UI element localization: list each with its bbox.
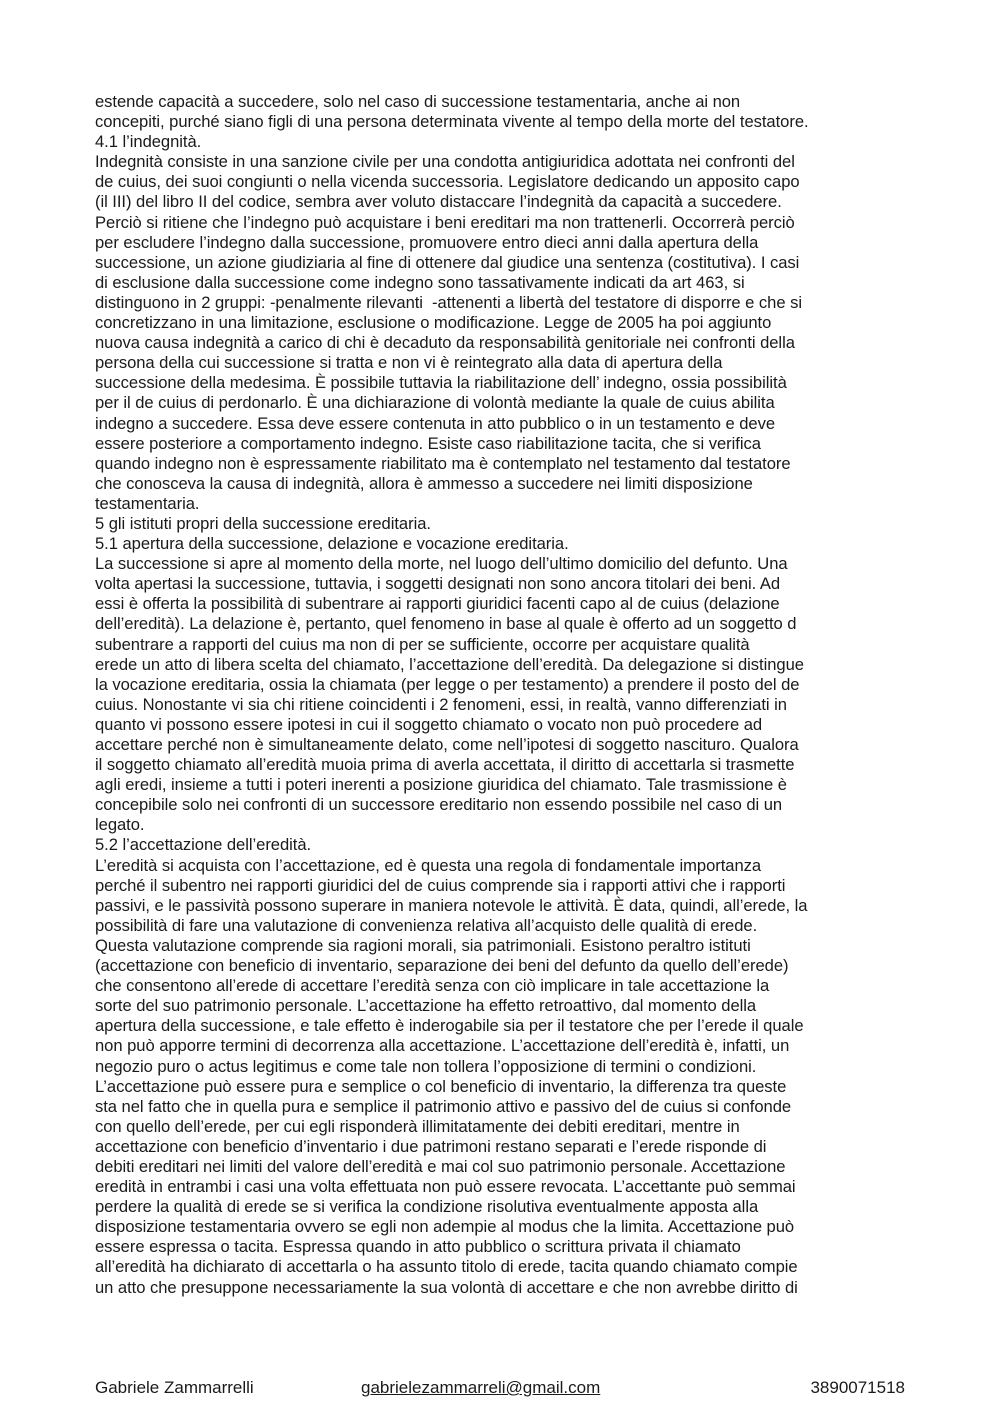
footer-phone-number: 3890071518 xyxy=(810,1378,905,1397)
footer-author-name: Gabriele Zammarrelli xyxy=(95,1378,254,1397)
page-footer xyxy=(0,1377,1000,1403)
document-body-text: estende capacità a succedere, solo nel caso di successione testamentaria, anche ai non concepiti, purché siano figli di una persona determinata vivente al tempo della morte del testatore. 4.1 l’indegnità. Indegnità consiste in una sanzione civile per una condotta antigiuridica adottata nei confronti del de cuius, dei suoi congiunti o nella vicenda successoria. Legislatore dedicando un apposito capo (il III) del libro II del codice, sembra aver voluto distaccare l’indegnità da capacità a succedere. Perciò si ritiene che l’indegno può acquistare i beni ereditari ma non trattenerli. Occorrerà perciò per escludere l’indegno dalla successione, promuovere entro dieci anni dalla apertura della successione, un azione giudiziaria al fine di ottenere dal giudice una sentenza (costitutiva). I casi di esclusione dalla successione come indegno sono tassativamente indicati da art 463, si distinguono in 2 gruppi: -penalmente rilevanti -attenenti a libertà del testatore di disporre e che si concretizzano in una limitazione, esclusione o modificazione. Legge de 2005 ha poi aggiunto nuova causa indegnità a carico di chi è decaduto da responsabilità genitoriale nei confronti della persona della cui successione si tratta e non vi è reintegrato alla data di apertura della successione della medesima. È possibile tuttavia la riabilitazione dell’ indegno, ossia possibilità per il de cuius di perdonarlo. È una dichiarazione di volontà mediante la quale de cuius abilita indegno a succedere. Essa deve essere contenuta in atto pubblico o in un testamento e deve essere posteriore a comportamento indegno. Esiste caso riabilitazione tacita, che si verifica quando indegno non è espressamente riabilitato ma è contemplato nel testamento dal testatore che conosceva la causa di indegnità, allora è ammesso a succedere nei limiti disposizione testamentaria. 5 gli istituti propri della successione ereditaria. 5.1 apertura della successione, delazione e vocazione ereditaria. La successione si apre al momento della morte, nel luogo dell’ultimo domicilio del defunto. Una volta apertasi la successione, tuttavia, i soggetti designati non sono ancora titolari dei beni. Ad essi è offerta la possibilità di subentrare ai rapporti giuridici facenti capo al de cuius (delazione dell’eredità). La delazione è, pertanto, quel fenomeno in base al quale è offerto ad un soggetto d subentrare a rapporti del cuius ma non di per se sufficiente, occorre per acquistare qualità erede un atto di libera scelta del chiamato, l’accettazione dell’eredità. Da delegazione si distingue la vocazione ereditaria, ossia la chiamata (per legge o per testamento) a prendere il posto del de cuius. Nonostante vi sia chi ritiene coincidenti i 2 fenomeni, essi, in realtà, vanno differenziati in quanto vi possono essere ipotesi in cui il soggetto chiamato o vocato non può procedere ad accettare perché non è simultaneamente delato, come nell’ipotesi di soggetto nascituro. Qualora il soggetto chiamato all’eredità muoia prima di averla accettata, il diritto di accettarla si trasmette agli eredi, insieme a tutti i poteri inerenti a posizione giuridica del chiamato. Tale trasmissione è concepibile solo nei confronti di un successore ereditario non essendo possibile nel caso di un legato. 5.2 l’accettazione dell’eredità. L’eredità si acquista con l’accettazione, ed è questa una regola di fondamentale importanza perché il subentro nei rapporti giuridici del de cuius comprende sia i rapporti attivi che i rapporti passivi, e le passività possono superare in maniera notevole le attività. È data, quindi, all’erede, la possibilità di fare una valutazione di convenienza relativa all’acquisto delle qualità di erede. Questa valutazione comprende sia ragioni morali, sia patrimoniali. Esistono peraltro istituti (accettazione con beneficio di inventario, separazione dei beni del defunto da quello dell’erede) che consentono all’erede di accettare l’eredità senza con ciò implicare in tale accettazione la sorte del suo patrimonio personale. L’accettazione ha effetto retroattivo, dal momento della apertura della successione, e tale effetto è inderogabile sia per il testatore che per l’erede il quale non può apporre termini di decorrenza alla accettazione. L’accettazione dell’eredità è, infatti, un negozio puro o actus legitimus e come tale non tollera l’opposizione di termini o condizioni. L’accettazione può essere pura e semplice o col beneficio di inventario, la differenza tra queste sta nel fatto che in quella pura e semplice il patrimonio attivo e passivo del de cuius si confonde con quello dell’erede, per cui egli risponderà illimitatamente dei debiti ereditari, mentre in accettazione con beneficio d’inventario i due patrimoni restano separati e l’erede risponde di debiti ereditari nei limiti del valore dell’eredità e mai col suo patrimonio personale. Accettazione eredità in entrambi i casi una volta effettuata non può essere revocata. L’accettante può semmai perdere la qualità di erede se si verifica la condizione risolutiva eventualmente apposta alla disposizione testamentaria ovvero se egli non adempie al modus che la limita. Accettazione può essere espressa o tacita. Espressa quando in atto pubblico o scrittura privata il chiamato all’eredità ha dichiarato di accettarla o ha assunto titolo di erede, tacita quando chiamato compie un atto che presuppone necessariamente la sua volontà di accettare e che non avrebbe diritto di xyxy=(95,92,809,1297)
footer-email-link[interactable]: gabrielezammarreli@gmail.com xyxy=(361,1378,601,1397)
